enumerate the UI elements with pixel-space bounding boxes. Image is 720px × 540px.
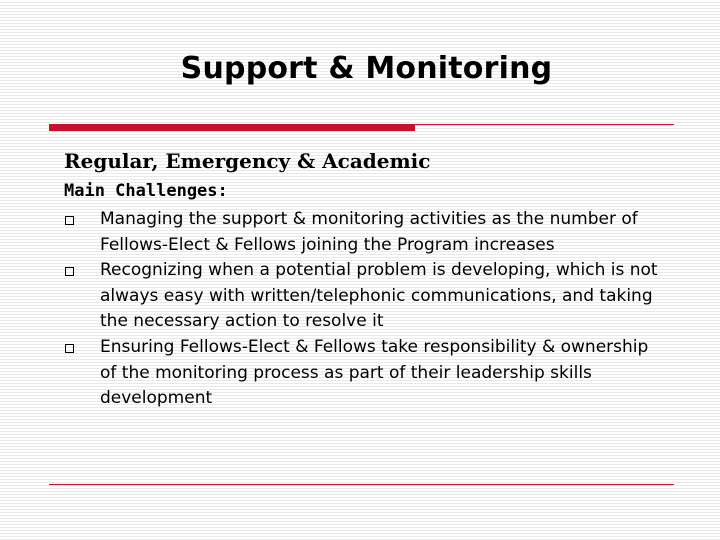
list-item — [64, 335, 674, 412]
challenges-list — [64, 207, 674, 412]
slide-subtitle: Regular, Emergency & Academic — [64, 149, 431, 173]
title-divider-thick — [49, 124, 415, 131]
list-item-text: Ensuring Fellows-Elect & Fellows take responsibility & ownership of the monitoring process as part of their leadership skills development — [100, 336, 649, 409]
list-item-text: Recognizing when a potential problem is developing, which is not always easy with written/telephonic communications, and taking the necessary action to resolve it — [100, 260, 658, 332]
hollow-square-bullet-icon — [65, 344, 74, 353]
list-item-text: Managing the support & monitoring activities as the number of Fellows-Elect & Fellows joining the Program increases — [100, 209, 638, 255]
slide-title: Support & Monitoring — [180, 51, 553, 86]
list-item — [64, 258, 674, 335]
footer-divider — [49, 484, 674, 485]
hollow-square-bullet-icon — [65, 216, 74, 225]
hollow-square-bullet-icon — [65, 267, 74, 276]
challenges-heading: Main Challenges: — [64, 181, 228, 201]
title-divider-thin — [415, 124, 674, 125]
list-item — [64, 207, 674, 258]
